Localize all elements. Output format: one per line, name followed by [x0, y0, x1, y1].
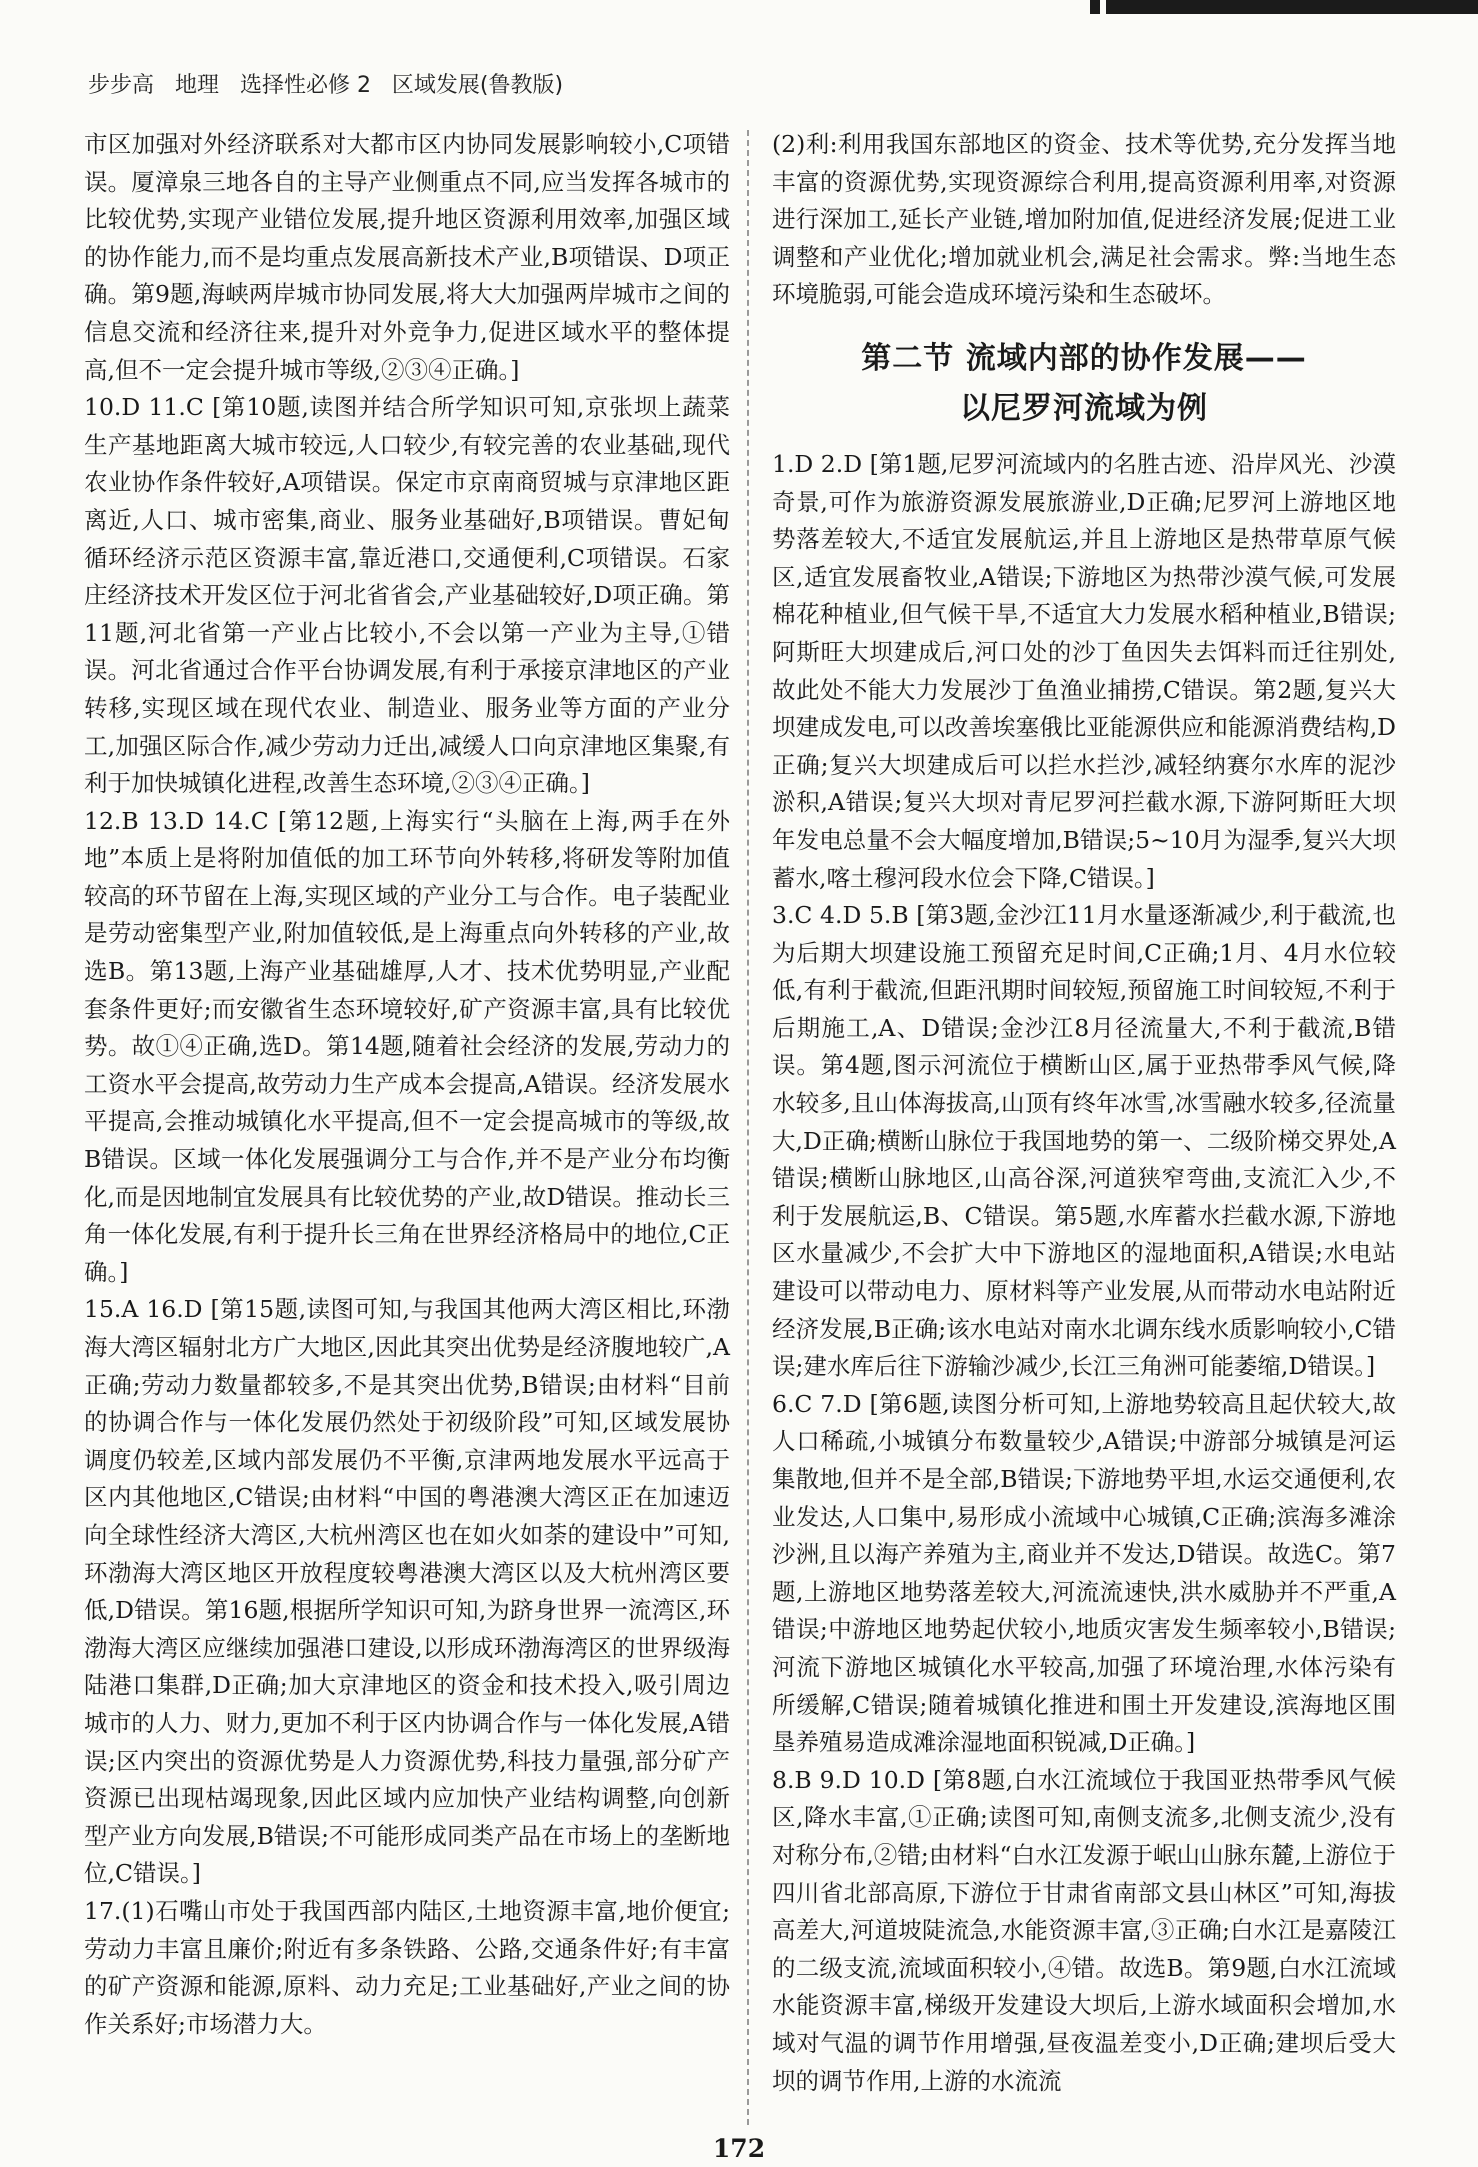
- answer-paragraph: 市区加强对外经济联系对大都市区内协同发展影响较小,C项错误。厦漳泉三地各自的主导产业侧重点不同,应当发挥各城市的比较优势,实现产业错位发展,提升地区资源利用效率,加强区域的协作能力,而不是均重点发展高新技术产业,B项错误、D项正确。第9题,海峡两岸城市协同发展,将大大加强两岸城市之间的信息交流和经济往来,提升对外竞争力,促进区域水平的整体提高,但不一定会提升城市等级,②③④正确。]: [84, 130, 730, 384]
- answer-paragraph: (2)利:利用我国东部地区的资金、技术等优势,充分发挥当地丰富的资源优势,实现资源综合利用,提高资源利用率,对资源进行深加工,延长产业链,增加附加值,促进经济发展;促进工业调整和产业优化;增加就业机会,满足社会需求。弊:当地生态环境脆弱,可能会造成环境污染和生态破坏。: [772, 130, 1396, 309]
- section-title-line2: 以尼罗河流域为例: [960, 390, 1208, 426]
- answer-paragraph: 3.C 4.D 5.B [第3题,金沙江11月水量逐渐减少,利于截流,也为后期大坝建设施工预留充足时间,C正确;1月、4月水位较低,有利于截流,但距汛期时间较短,预留施工时间较短,不利于后期施工,A、D错误;金沙江8月径流量大,不利于截流,B错误。第4题,图示河流位于横断山区,属于亚热带季风气候,降水较多,且山体海拔高,山顶有终年冰雪,冰雪融水较多,径流量大,D正确;横断山脉位于我国地势的第一、二级阶梯交界处,A错误;横断山脉地区,山高谷深,河道狭窄弯曲,支流汇入少,不利于发展航运,B、C错误。第5题,水库蓄水拦截水源,下游地区水量减少,不会扩大中下游地区的湿地面积,A错误;水电站建设可以带动电力、原材料等产业发展,从而带动水电站附近经济发展,B正确;该水电站对南水北调东线水质影响较小,C错误;建水库后往下游输沙减少,长江三角洲可能萎缩,D错误。]: [772, 901, 1396, 1381]
- column-divider: [747, 130, 749, 2125]
- section-title: [772, 334, 1396, 434]
- answer-paragraph: 12.B 13.D 14.C [第12题,上海实行“头脑在上海,两手在外地”本质上是将附加值低的加工环节向外转移,将研发等附加值较高的环节留在上海,实现区域的产业分工与合作。电子装配业是劳动密集型产业,附加值较低,是上海重点向外转移的产业,故选B。第13题,上海产业基础雄厚,人才、技术优势明显,产业配套条件更好;而安徽省生态环境较好,矿产资源丰富,具有比较优势。故①④正确,选D。第14题,随着社会经济的发展,劳动力的工资水平会提高,故劳动力生产成本会提高,A错误。经济发展水平提高,会推动城镇化水平提高,但不一定会提高城市的等级,故B错误。区域一体化发展强调分工与合作,并不是产业分布均衡化,而是因地制宜发展具有比较优势的产业,故D错误。推动长三角一体化发展,有利于提升长三角在世界经济格局中的地位,C正确。]: [84, 806, 730, 1286]
- answer-paragraph: 6.C 7.D [第6题,读图分析可知,上游地势较高且起伏较大,故人口稀疏,小城镇分布数量较少,A错误;中游部分城镇是河运集散地,但并不是全部,B错误;下游地势平坦,水运交通便利,农业发达,人口集中,易形成小流域中心城镇,C正确;滨海多滩涂沙洲,且以海产养殖为主,商业并不发达,D错误。故选C。第7题,上游地区地势落差较大,河流流速快,洪水威胁并不严重,A错误;中游地区地势起伏较小,地质灾害发生频率较小,B错误;河流下游地区城镇化水平较高,加强了环境治理,水体污染有所缓解,C错误;随着城镇化推进和围土开发建设,滨海地区围垦养殖易造成滩涂湿地面积锐减,D正确。]: [772, 1389, 1396, 1757]
- answer-paragraph: 17.(1)石嘴山市处于我国西部内陆区,土地资源丰富,地价便宜;劳动力丰富且廉价;附近有多条铁路、公路,交通条件好;有丰富的矿产资源和能源,原料、动力充足;工业基础好,产业之间的协作关系好;市场潜力大。: [84, 1896, 730, 2038]
- right-column: [772, 126, 1396, 2100]
- page-number: 172: [712, 2134, 766, 2163]
- top-edge-tick: [1100, 0, 1106, 14]
- answer-paragraph: 8.B 9.D 10.D [第8题,白水江流域位于我国亚热带季风气候区,降水丰富,①正确;读图可知,南侧支流多,北侧支流少,没有对称分布,②错;由材料“白水江发源于岷山山脉东麓,上游位于四川省北部高原,下游位于甘肃省南部文县山林区”可知,海拔高差大,河道坡陡流急,水能资源丰富,③正确;白水江是嘉陵江的二级支流,流域面积较小,④错。故选B。第9题,白水江流域水能资源丰富,梯级开发建设大坝后,上游水域面积会增加,水域对气温的调节作用增强,昼夜温差变小,D正确;建坝后受大坝的调节作用,上游的水流流: [772, 1765, 1396, 2095]
- answer-paragraph: 15.A 16.D [第15题,读图可知,与我国其他两大湾区相比,环渤海大湾区辐射北方广大地区,因此其突出优势是经济腹地较广,A正确;劳动力数量都较多,不是其突出优势,B错误;由材料“目前的协调合作与一体化发展仍然处于初级阶段”可知,区域发展协调度仍较差,区域内部发展仍不平衡,京津两地发展水平远高于区内其他地区,C错误;由材料“中国的粤港澳大湾区正在加速迈向全球性经济大湾区,大杭州湾区也在如火如荼的建设中”可知,环渤海大湾区地区开放程度较粤港澳大湾区以及大杭州湾区要低,D错误。第16题,根据所学知识可知,为跻身世界一流湾区,环渤海大湾区应继续加强港口建设,以形成环渤海湾区的世界级海陆港口集群,D正确;加大京津地区的资金和技术投入,吸引周边城市的人力、财力,更加不利于区内协调合作与一体化发展,A错误;区内突出的资源优势是人力资源优势,科技力量强,部分矿产资源已出现枯竭现象,因此区域内应加快产业结构调整,向创新型产业方向发展,B错误;不可能形成同类产品在市场上的垄断地位,C错误。]: [84, 1295, 730, 1888]
- left-column: [84, 126, 730, 2043]
- answer-paragraph: 10.D 11.C [第10题,读图并结合所学知识可知,京张坝上蔬菜生产基地距离大城市较远,人口较少,有较完善的农业基础,现代农业协作条件较好,A项错误。保定市京南商贸城与京津地区距离近,人口、城市密集,商业、服务业基础好,B项错误。曹妃甸循环经济示范区资源丰富,靠近港口,交通便利,C项错误。石家庄经济技术开发区位于河北省省会,产业基础较好,D项正确。第11题,河北省第一产业占比较小,不会以第一产业为主导,①错误。河北省通过合作平台协调发展,有利于承接京津地区的产业转移,实现区域在现代农业、制造业、服务业等方面的产业分工,加强区际合作,减少劳动力迁出,减缓人口向京津地区集聚,有利于加快城镇化进程,改善生态环境,②③④正确。]: [84, 393, 730, 798]
- answer-paragraph: 1.D 2.D [第1题,尼罗河流域内的名胜古迹、沿岸风光、沙漠奇景,可作为旅游资源发展旅游业,D正确;尼罗河上游地区地势落差较大,不适宜发展航运,并且上游地区是热带草原气候区,适宜发展畜牧业,A错误;下游地区为热带沙漠气候,可发展棉花种植业,但气候干旱,不适宜大力发展水稻种植业,B错误;阿斯旺大坝建成后,河口处的沙丁鱼因失去饵料而迁往别处,故此处不能大力发展沙丁鱼渔业捕捞,C错误。第2题,复兴大坝建成发电,可以改善埃塞俄比亚能源供应和能源消费结构,D正确;复兴大坝建成后可以拦水拦沙,减轻纳赛尔水库的泥沙淤积,A错误;复兴大坝对青尼罗河拦截水源,下游阿斯旺大坝年发电总量不会大幅度增加,B错误;5~10月为湿季,复兴大坝蓄水,喀土穆河段水位会下降,C错误。]: [772, 449, 1396, 892]
- top-edge-bar: [1090, 0, 1478, 14]
- running-head: 步步高 地理 选择性必修 2 区域发展(鲁教版): [88, 73, 564, 98]
- section-title-line1: 第二节 流域内部的协作发展——: [861, 340, 1307, 376]
